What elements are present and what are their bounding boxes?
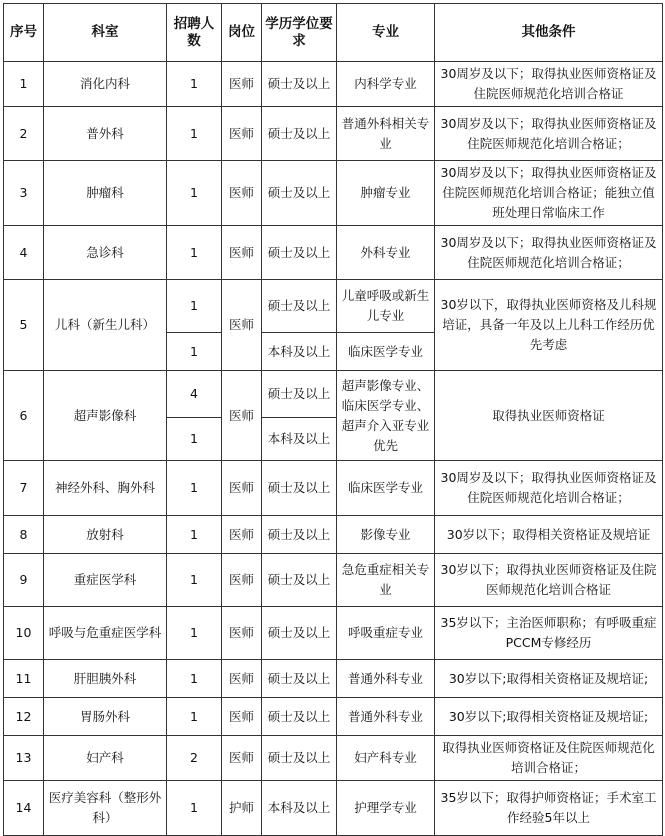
- cell-count: 1: [167, 62, 222, 107]
- cell-degree: 本科及以上: [262, 333, 337, 371]
- recruitment-table: [3, 3, 663, 836]
- cell-major: 呼吸重症专业: [337, 607, 435, 660]
- cell-other: 30岁以下；取得执业医师资格证及住院医师规范化培训合格证: [435, 554, 663, 607]
- table-row: [4, 660, 663, 698]
- cell-degree: 硕士及以上: [262, 607, 337, 660]
- table-row: [4, 461, 663, 516]
- cell-other: 30周岁及以下；取得执业医师资格证及住院医师规范化培训合格证；: [435, 226, 663, 280]
- cell-count: 1: [167, 781, 222, 836]
- cell-dept: 消化内科: [44, 62, 167, 107]
- header-row: [4, 4, 663, 62]
- cell-major: 普通外科专业: [337, 660, 435, 698]
- cell-major: 外科专业: [337, 226, 435, 280]
- cell-post: 医师: [222, 736, 262, 781]
- table-row: [4, 698, 663, 736]
- table-row: [4, 161, 663, 226]
- header-degree: 学历学位要求: [262, 4, 337, 62]
- cell-post: 医师: [222, 698, 262, 736]
- cell-seq: 1: [4, 62, 44, 107]
- cell-dept: 神经外科、胸外科: [44, 461, 167, 516]
- cell-other: 30周岁及以下；取得执业医师资格证及住院医师规范化培训合格证: [435, 62, 663, 107]
- cell-degree: 硕士及以上: [262, 736, 337, 781]
- cell-degree: 硕士及以上: [262, 371, 337, 418]
- cell-count: 1: [167, 226, 222, 280]
- cell-post: 医师: [222, 371, 262, 461]
- cell-post: 医师: [222, 161, 262, 226]
- cell-post: 医师: [222, 280, 262, 371]
- cell-major: 普通外科专业: [337, 698, 435, 736]
- cell-other: 35岁以下；主治医师职称；有呼吸重症PCCM专修经历: [435, 607, 663, 660]
- cell-other: 30岁以下;取得相关资格证及规培证;: [435, 660, 663, 698]
- cell-major: 急危重症相关专业: [337, 554, 435, 607]
- cell-count: 1: [167, 607, 222, 660]
- header-seq: 序号: [4, 4, 44, 62]
- header-post: 岗位: [222, 4, 262, 62]
- cell-post: 医师: [222, 554, 262, 607]
- cell-count: 4: [167, 371, 222, 418]
- cell-count: 1: [167, 333, 222, 371]
- cell-count: 1: [167, 461, 222, 516]
- cell-seq: 13: [4, 736, 44, 781]
- cell-count: 1: [167, 516, 222, 554]
- cell-degree: 本科及以上: [262, 781, 337, 836]
- cell-dept: 肿瘤科: [44, 161, 167, 226]
- cell-other: 30岁以下；取得相关资格证及规培证: [435, 516, 663, 554]
- cell-dept: 胃肠外科: [44, 698, 167, 736]
- cell-seq: 5: [4, 280, 44, 371]
- cell-other: 30周岁及以下；取得执业医师资格证及住院医师规范化培训合格证；: [435, 107, 663, 161]
- cell-degree: 硕士及以上: [262, 280, 337, 333]
- cell-seq: 3: [4, 161, 44, 226]
- cell-post: 医师: [222, 226, 262, 280]
- cell-dept: 儿科（新生儿科）: [44, 280, 167, 371]
- cell-other: 30周岁及以下；取得执业医师资格证及住院医师规范化培训合格证；能独立值班处理日常临床工作: [435, 161, 663, 226]
- cell-degree: 硕士及以上: [262, 62, 337, 107]
- cell-count: 1: [167, 554, 222, 607]
- cell-other: 30岁以下，取得执业医师资格及儿科规培证，具备一年及以上儿科工作经历优先考虑: [435, 280, 663, 371]
- cell-dept: 超声影像科: [44, 371, 167, 461]
- cell-seq: 11: [4, 660, 44, 698]
- header-major: 专业: [337, 4, 435, 62]
- cell-post: 医师: [222, 660, 262, 698]
- cell-count: 1: [167, 698, 222, 736]
- table-row: [4, 107, 663, 161]
- cell-seq: 9: [4, 554, 44, 607]
- cell-dept: 急诊科: [44, 226, 167, 280]
- cell-other: 取得执业医师资格证及住院医师规范化培训合格证；: [435, 736, 663, 781]
- header-count: 招聘人数: [167, 4, 222, 62]
- cell-other: 35岁以下；取得护师资格证；手术室工作经验5年以上: [435, 781, 663, 836]
- cell-seq: 10: [4, 607, 44, 660]
- table-row: [4, 781, 663, 836]
- cell-count: 1: [167, 107, 222, 161]
- cell-other: 30岁以下;取得相关资格证及规培证;: [435, 698, 663, 736]
- table-row: [4, 554, 663, 607]
- cell-major: 护理学专业: [337, 781, 435, 836]
- table-row: [4, 371, 663, 418]
- cell-major: 临床医学专业: [337, 333, 435, 371]
- table-row: [4, 62, 663, 107]
- cell-degree: 硕士及以上: [262, 554, 337, 607]
- cell-major: 儿童呼吸或新生儿专业: [337, 280, 435, 333]
- cell-dept: 医疗美容科（整形外科）: [44, 781, 167, 836]
- cell-count: 2: [167, 736, 222, 781]
- cell-post: 医师: [222, 107, 262, 161]
- cell-major: 内科学专业: [337, 62, 435, 107]
- cell-other: 30周岁及以下；取得执业医师资格证及住院医师规范化培训合格证；: [435, 461, 663, 516]
- cell-dept: 放射科: [44, 516, 167, 554]
- cell-post: 医师: [222, 62, 262, 107]
- cell-major: 妇产科专业: [337, 736, 435, 781]
- cell-major: 超声影像专业、临床医学专业、超声介入亚专业优先: [337, 371, 435, 461]
- cell-post: 医师: [222, 607, 262, 660]
- cell-post: 护师: [222, 781, 262, 836]
- cell-major: 临床医学专业: [337, 461, 435, 516]
- header-other: 其他条件: [435, 4, 663, 62]
- cell-dept: 妇产科: [44, 736, 167, 781]
- cell-dept: 呼吸与危重症医学科: [44, 607, 167, 660]
- cell-degree: 硕士及以上: [262, 516, 337, 554]
- cell-degree: 硕士及以上: [262, 161, 337, 226]
- cell-seq: 14: [4, 781, 44, 836]
- header-dept: 科室: [44, 4, 167, 62]
- cell-major: 影像专业: [337, 516, 435, 554]
- cell-degree: 硕士及以上: [262, 226, 337, 280]
- cell-degree: 硕士及以上: [262, 461, 337, 516]
- cell-count: 1: [167, 161, 222, 226]
- cell-seq: 8: [4, 516, 44, 554]
- cell-dept: 肝胆胰外科: [44, 660, 167, 698]
- cell-seq: 7: [4, 461, 44, 516]
- cell-major: 肿瘤专业: [337, 161, 435, 226]
- cell-seq: 6: [4, 371, 44, 461]
- cell-seq: 2: [4, 107, 44, 161]
- cell-count: 1: [167, 418, 222, 461]
- cell-degree: 硕士及以上: [262, 107, 337, 161]
- cell-post: 医师: [222, 461, 262, 516]
- cell-degree: 硕士及以上: [262, 660, 337, 698]
- table-row: [4, 226, 663, 280]
- cell-post: 医师: [222, 516, 262, 554]
- cell-count: 1: [167, 660, 222, 698]
- cell-seq: 4: [4, 226, 44, 280]
- cell-dept: 普外科: [44, 107, 167, 161]
- cell-seq: 12: [4, 698, 44, 736]
- cell-count: 1: [167, 280, 222, 333]
- cell-degree: 硕士及以上: [262, 698, 337, 736]
- cell-major: 普通外科相关专业: [337, 107, 435, 161]
- table-row: [4, 516, 663, 554]
- cell-dept: 重症医学科: [44, 554, 167, 607]
- table-row: [4, 607, 663, 660]
- table-row: [4, 280, 663, 333]
- table-row: [4, 736, 663, 781]
- cell-other: 取得执业医师资格证: [435, 371, 663, 461]
- cell-degree: 本科及以上: [262, 418, 337, 461]
